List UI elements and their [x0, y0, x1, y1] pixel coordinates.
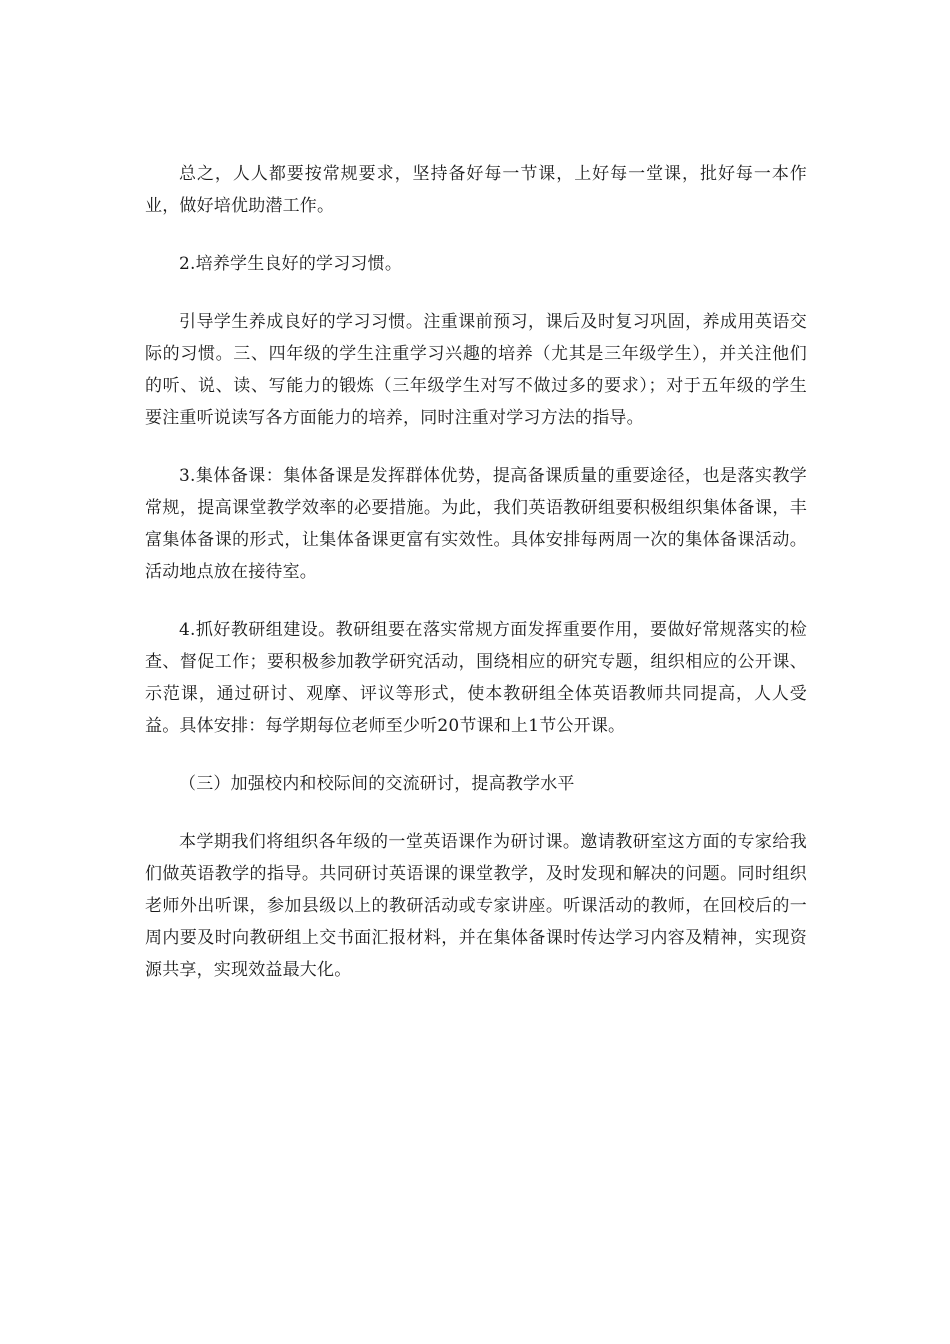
paragraph-exchange: 本学期我们将组织各年级的一堂英语课作为研讨课。邀请教研室这方面的专家给我们做英语教学的指导。共同研讨英语课的课堂教学，及时发现和解决的问题。同时组织老师外出听课，参加县级以上的教研活动或专家讲座。听课活动的教师，在回校后的一周内要及时向教研组上交书面汇报材料，并在集体备课时传达学习内容及精神，实现资源共享，实现效益最大化。 [145, 832, 807, 980]
heading-exchange: （三）加强校内和校际间的交流研讨，提高教学水平 [179, 774, 575, 794]
document-body [145, 158, 807, 1012]
paragraph-study-habits: 引导学生养成良好的学习习惯。注重课前预习，课后及时复习巩固，养成用英语交际的习惯。三、四年级的学生注重学习兴趣的培养（尤其是三年级学生），并关注他们的听、说、读、写能力的锻炼（三年级学生对写不做过多的要求）；对于五年级的学生要注重听说读写各方面能力的培养，同时注重对学习方法的指导。 [145, 312, 807, 428]
paragraph-research-group: 4.抓好教研组建设。教研组要在落实常规方面发挥重要作用，要做好常规落实的检查、督促工作；要积极参加教学研究活动，围绕相应的研究专题，组织相应的公开课、示范课，通过研讨、观摩、评议等形式，使本教研组全体英语教师共同提高，人人受益。具体安排：每学期每位老师至少听20节课和上1节公开课。 [145, 620, 807, 736]
paragraph-group-lesson-prep: 3.集体备课：集体备课是发挥群体优势，提高备课质量的重要途径，也是落实教学常规，提高课堂教学效率的必要措施。为此，我们英语教研组要积极组织集体备课，丰富集体备课的形式，让集体备课更富有实效性。具体安排每两周一次的集体备课活动。活动地点放在接待室。 [145, 466, 807, 582]
paragraph-summary: 总之，人人都要按常规要求，坚持备好每一节课，上好每一堂课，批好每一本作业，做好培优助潜工作。 [145, 164, 807, 216]
heading-study-habits: 2.培养学生良好的学习习惯。 [179, 254, 403, 274]
